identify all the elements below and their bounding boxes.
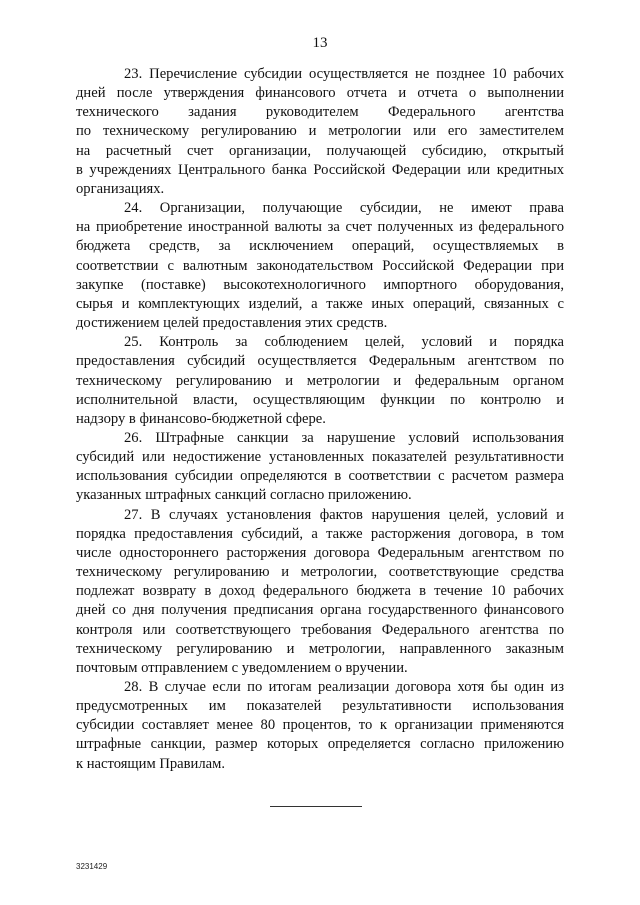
- text-line: технического задания руководителем Федерального агентства: [76, 104, 564, 121]
- end-separator-line: [270, 806, 362, 807]
- text-line: организациях.: [76, 180, 165, 197]
- paragraph-24: [76, 199, 564, 333]
- text-line: 23. Перечисление субсидии осуществляется не позднее 10 рабочих: [124, 66, 564, 82]
- text-line: техническому регулированию и метрологии, соответствующие средства: [76, 564, 564, 581]
- text-line: субсидий или недостижение установленных показателей результативности: [76, 449, 564, 466]
- text-line: предусмотренных им показателей результативности использования: [76, 698, 564, 715]
- text-line: техническому регулированию и метрологии и федеральным органом: [76, 372, 564, 389]
- text-line: в учреждениях Центрального банка Российской Федерации или кредитных: [76, 161, 564, 178]
- paragraph-28: [76, 678, 564, 774]
- text-line: 25. Контроль за соблюдением целей, условий и порядка: [124, 334, 564, 351]
- text-line: бюджета средств, за исключением операций, осуществляемых в: [76, 238, 564, 255]
- text-line: на приобретение иностранной валюты за счет полученных из федерального: [76, 219, 564, 236]
- text-line: сырья и комплектующих изделий, а также иных операций, связанных с: [76, 295, 564, 312]
- text-line: контроля или соответствующего требования Федерального агентства по: [76, 621, 564, 638]
- text-line: порядка предоставления субсидий, а также расторжения договора, в том: [76, 525, 564, 542]
- text-line: соответствии с валютным законодательством Российской Федерации при: [76, 257, 564, 274]
- text-line: подлежат возврату в доход федерального бюджета в течение 10 рабочих: [76, 583, 564, 600]
- text-line: штрафные санкции, размер которых определяется согласно приложению: [76, 736, 564, 753]
- text-line: предоставления субсидий осуществляется Федеральным агентством по: [76, 353, 564, 370]
- text-line: надзору в финансово-бюджетной сфере.: [76, 410, 326, 427]
- text-line: 24. Организации, получающие субсидии, не имеют права: [124, 200, 564, 217]
- text-line: субсидии составляет менее 80 процентов, то к организации применяются: [76, 717, 564, 734]
- text-line: числе одностороннего расторжения договора Федеральным агентством по: [76, 544, 564, 561]
- document-code: 3231429: [76, 862, 108, 871]
- text-line: исполнительной власти, осуществляющим функции по контролю и: [76, 391, 564, 408]
- text-line: достижением целей предоставления этих средств.: [76, 315, 388, 332]
- document-body: [76, 65, 564, 774]
- paragraph-26: [76, 429, 564, 506]
- text-line: использования субсидии определяются в соответствии с расчетом размера: [76, 468, 564, 485]
- text-line: указанных штрафных санкций согласно приложению.: [76, 487, 412, 504]
- paragraph-27: [76, 506, 564, 678]
- page-number: 13: [312, 35, 328, 51]
- paragraph-23: [76, 65, 564, 199]
- text-line: 27. В случаях установления фактов нарушения целей, условий и: [124, 506, 564, 523]
- text-line: к настоящим Правилам.: [76, 755, 226, 772]
- text-line: 28. В случае если по итогам реализации договора хотя бы один из: [124, 679, 564, 695]
- text-line: по техническому регулированию и метрологии или его заместителем: [76, 123, 564, 140]
- paragraph-25: [76, 333, 564, 429]
- text-line: 26. Штрафные санкции за нарушение условий использования: [124, 429, 564, 446]
- text-line: почтовым отправлением с уведомлением о вручении.: [76, 659, 408, 676]
- text-line: дней со дня получения предписания органа государственного финансового: [76, 602, 564, 619]
- text-line: закупке (поставке) высокотехнологичного импортного оборудования,: [76, 276, 564, 293]
- text-line: на расчетный счет организации, получающей субсидию, открытый: [76, 142, 564, 159]
- text-line: техническому регулированию и метрологии, направленного заказным: [76, 640, 564, 657]
- text-line: дней после утверждения финансового отчета и отчета о выполнении: [76, 85, 564, 102]
